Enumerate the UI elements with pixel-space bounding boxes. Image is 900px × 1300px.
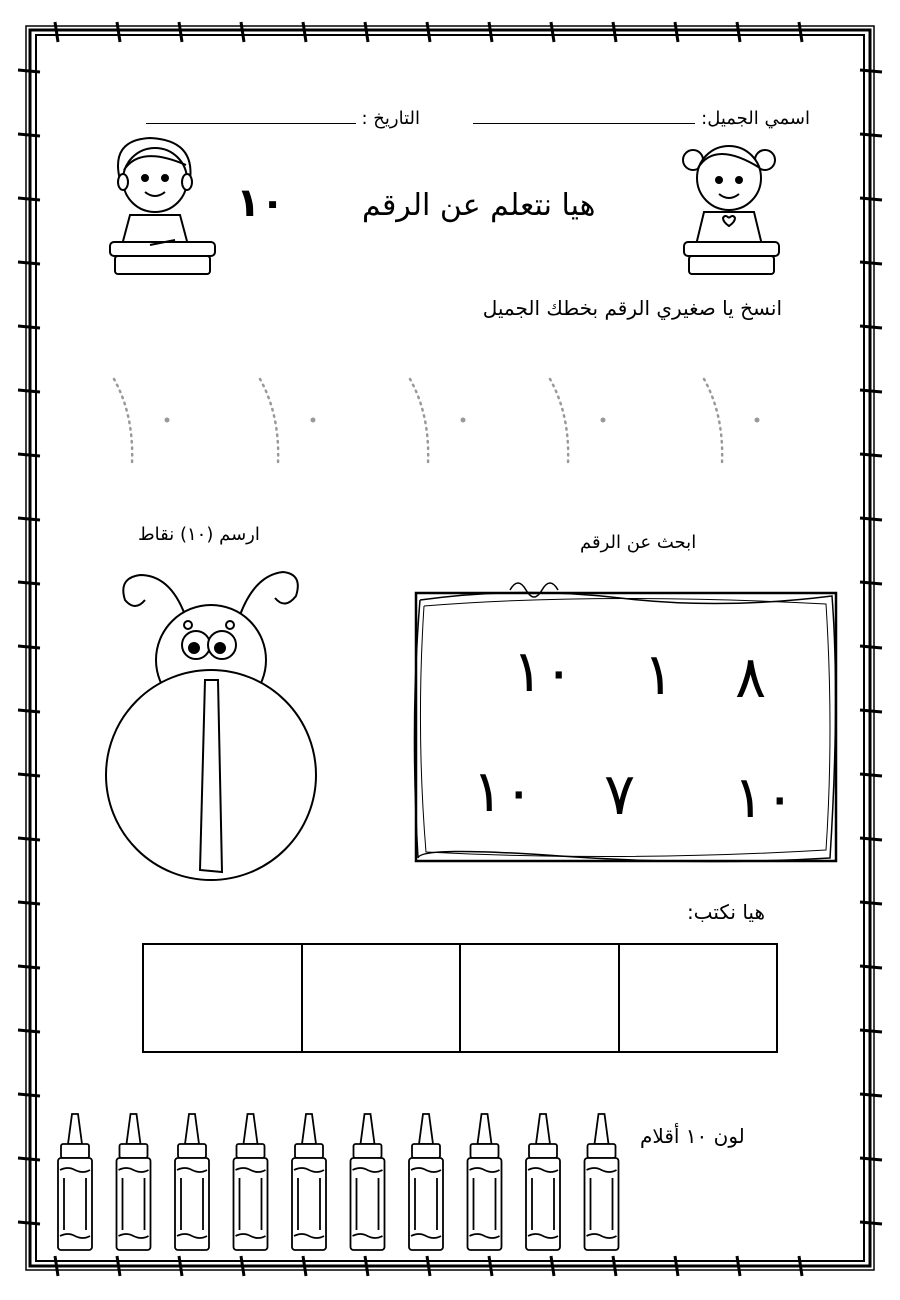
search-number-instruction: ابحث عن الرقم xyxy=(580,532,697,553)
crayon[interactable] xyxy=(468,1114,502,1250)
write-box-2[interactable] xyxy=(302,944,460,1052)
ladybug-illustration xyxy=(106,572,316,880)
girl-at-desk-illustration xyxy=(683,146,779,274)
name-blank-line[interactable] xyxy=(473,123,695,124)
trace-number-4[interactable] xyxy=(548,375,618,470)
write-box-1[interactable] xyxy=(143,944,302,1052)
crayon[interactable] xyxy=(234,1114,268,1250)
boy-at-desk-illustration xyxy=(110,138,215,274)
trace-number-2[interactable] xyxy=(258,375,328,470)
dotted-one-shape xyxy=(408,375,478,470)
crayon[interactable] xyxy=(585,1114,619,1250)
name-label: اسمي الجميل: xyxy=(701,108,810,129)
date-field[interactable] xyxy=(146,108,420,129)
dotted-one-shape xyxy=(112,375,182,470)
search-number-2[interactable]: ١ xyxy=(643,640,675,708)
write-label: هيا نكتب: xyxy=(686,900,765,924)
crayon[interactable] xyxy=(351,1114,385,1250)
crayon[interactable] xyxy=(526,1114,560,1250)
name-field[interactable] xyxy=(473,108,810,129)
crayon[interactable] xyxy=(58,1114,92,1250)
title-number: ١٠ xyxy=(236,180,285,226)
dotted-one-shape xyxy=(258,375,328,470)
color-instruction: لون ١٠ أقلام xyxy=(640,1124,745,1148)
trace-number-5[interactable] xyxy=(702,375,772,470)
write-box-3[interactable] xyxy=(460,944,619,1052)
date-label: التاريخ : xyxy=(361,108,420,129)
write-box-4[interactable] xyxy=(619,944,777,1052)
search-number-1[interactable]: ١٠ xyxy=(512,637,575,705)
crayon[interactable] xyxy=(175,1114,209,1250)
search-number-5[interactable]: ٧ xyxy=(604,760,636,828)
search-number-3[interactable]: ٨ xyxy=(735,643,767,711)
dotted-one-shape xyxy=(548,375,618,470)
draw-dots-instruction: ارسم (١٠) نقاط xyxy=(138,524,260,545)
copy-instruction: انسخ يا صغيري الرقم بخطك الجميل xyxy=(482,296,782,320)
crayon[interactable] xyxy=(117,1114,151,1250)
crayon[interactable] xyxy=(292,1114,326,1250)
search-number-4[interactable]: ١٠ xyxy=(472,757,535,825)
search-number-6[interactable]: ١٠ xyxy=(733,763,796,831)
dotted-one-shape xyxy=(702,375,772,470)
trace-number-3[interactable] xyxy=(408,375,478,470)
page-title: هيا نتعلم عن الرقم xyxy=(362,188,596,223)
date-blank-line[interactable] xyxy=(146,123,356,124)
crayons-group xyxy=(58,1114,619,1250)
crayon[interactable] xyxy=(409,1114,443,1250)
trace-number-1[interactable] xyxy=(112,375,182,470)
